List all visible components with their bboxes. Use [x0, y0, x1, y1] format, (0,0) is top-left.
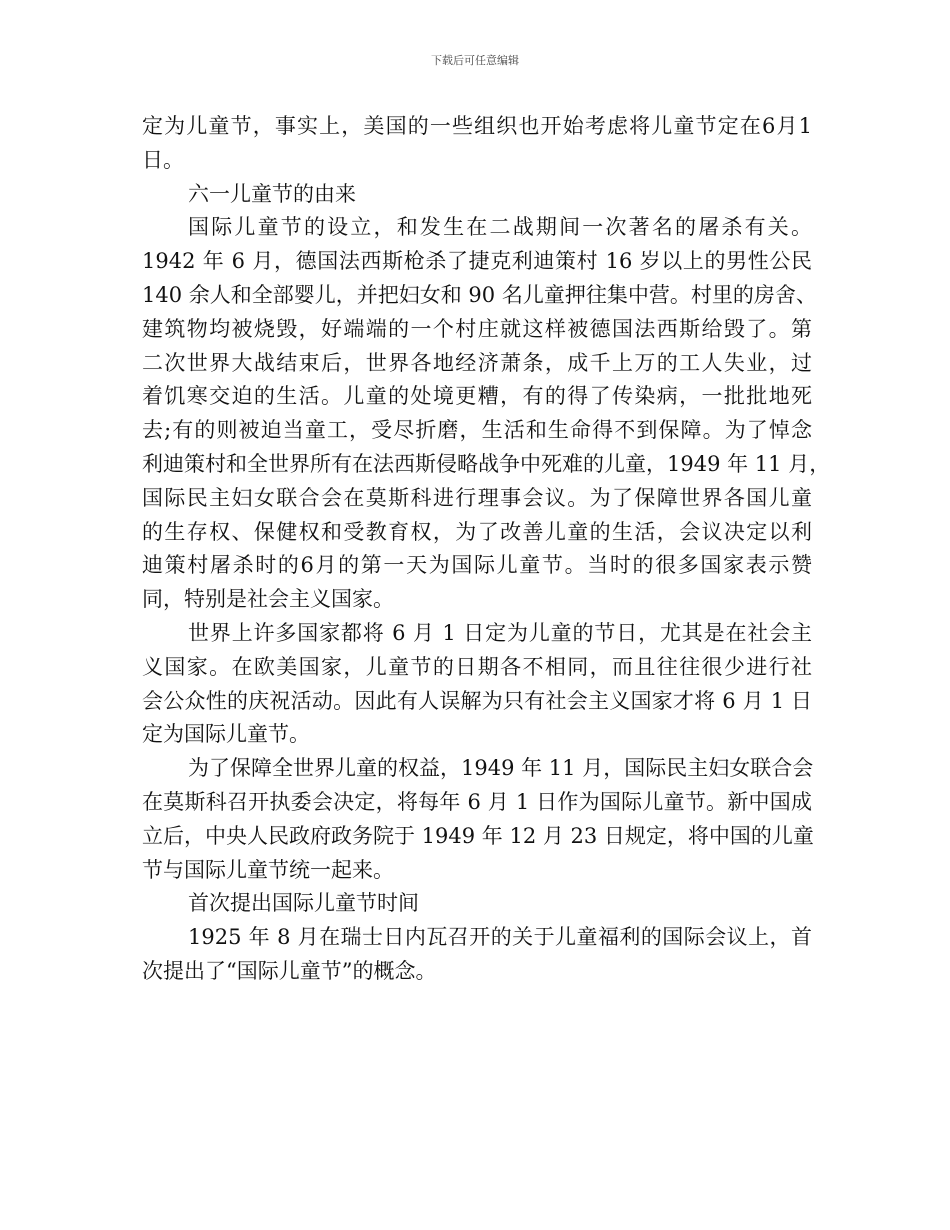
text-line: 着饥寒交迫的生活。儿童的处境更糟，有的得了传染病，一批批地死 — [142, 384, 812, 409]
text-line: 同，特别是社会主义国家。 — [142, 587, 394, 612]
text-line: 立后，中央人民政府政务院于 1949 年 12 月 23 日规定，将中国的儿童 — [142, 823, 814, 848]
text-line: 世界上许多国家都将 6 月 1 日定为儿童的节日，尤其是在社会主 — [188, 620, 812, 645]
section-heading: 六一儿童节的由来 — [188, 181, 356, 206]
text-line: 1925 年 8 月在瑞士日内瓦召开的关于儿童福利的国际会议上，首 — [188, 925, 812, 950]
text-line: 节与国际儿童节统一起来。 — [142, 857, 394, 882]
text-line: 在莫斯科召开执委会决定，将每年 6 月 1 日作为国际儿童节。新中国成 — [142, 789, 812, 814]
text-line: 国际民主妇女联合会在莫斯科进行理事会议。为了保障世界各国儿童 — [142, 485, 812, 510]
section-heading: 首次提出国际儿童节时间 — [188, 891, 419, 916]
text-line: 定为国际儿童节。 — [142, 722, 310, 747]
text-line: 定为儿童节，事实上，美国的一些组织也开始考虑将儿童节定在6月1 — [142, 114, 812, 138]
text-line: 的生存权、保健权和受教育权，为了改善儿童的生活，会议决定以利 — [142, 519, 812, 544]
document-body — [142, 110, 831, 989]
page-header: 下载后可任意编辑 — [431, 54, 519, 67]
text-line: 会公众性的庆祝活动。因此有人误解为只有社会主义国家才将 6 月 1 日 — [142, 688, 812, 713]
text-line: 建筑物均被烧毁，好端端的一个村庄就这样被德国法西斯给毁了。第 — [142, 316, 812, 341]
text-line: 1942 年 6 月，德国法西斯枪杀了捷克利迪策村 16 岁以上的男性公民 — [142, 249, 812, 274]
text-line: 义国家。在欧美国家，儿童节的日期各不相同，而且往往很少进行社 — [142, 654, 812, 679]
text-line: 去;有的则被迫当童工，受尽折磨，生活和生命得不到保障。为了悼念 — [142, 418, 812, 443]
text-line: 次提出了“国际儿童节”的概念。 — [142, 958, 437, 983]
text-line: 利迪策村和全世界所有在法西斯侵略战争中死难的儿童，1949 年 11 月， — [142, 451, 831, 476]
text-line: 日。 — [142, 147, 184, 172]
text-line: 国际儿童节的设立，和发生在二战期间一次著名的屠杀有关。 — [188, 215, 812, 240]
text-line: 二次世界大战结束后，世界各地经济萧条，成千上万的工人失业，过 — [142, 350, 812, 375]
text-line: 140 余人和全部婴儿，并把妇女和 90 名儿童押往集中营。村里的房舍、 — [142, 282, 817, 307]
text-line: 迪策村屠杀时的6月的第一天为国际儿童节。当时的很多国家表示赞 — [142, 553, 812, 578]
text-line: 为了保障全世界儿童的权益，1949 年 11 月，国际民主妇女联合会 — [188, 756, 814, 781]
